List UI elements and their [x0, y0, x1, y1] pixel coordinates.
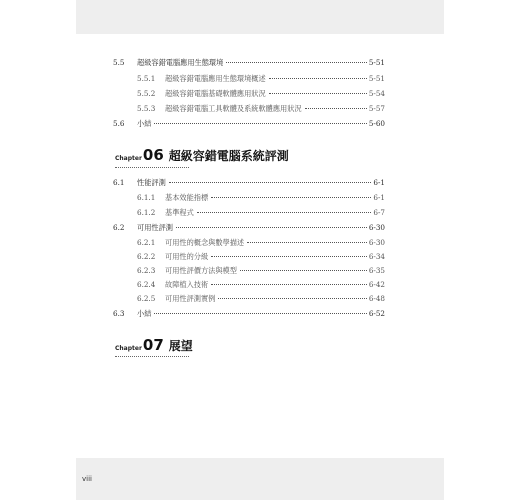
chapter-underline — [115, 356, 189, 357]
dot-leader — [169, 173, 372, 183]
toc-entry — [137, 101, 385, 113]
toc-entry — [137, 205, 385, 217]
section-title: 可用性的概念與數學描述 — [165, 238, 245, 247]
dot-leader — [247, 233, 367, 243]
section-number: 5.5.3 — [137, 104, 156, 113]
page-ref: 6-34 — [368, 252, 385, 261]
section-number: 6.2.5 — [137, 294, 156, 303]
toc-entry — [137, 86, 385, 98]
section-number: 5.5.2 — [137, 89, 156, 98]
section-title: 基準程式 — [165, 208, 194, 217]
section-title: 超級容錯電腦應用生態環境 — [137, 58, 224, 67]
section-title: 超級容錯電腦基礎軟體應用狀況 — [165, 89, 266, 98]
section-number: 5.5 — [113, 58, 125, 67]
section-number: 6.1.2 — [137, 208, 156, 217]
toc-entry — [137, 277, 385, 289]
top-margin-band — [76, 0, 444, 34]
page-ref: 5-60 — [368, 119, 385, 128]
section-title: 故障植入技術 — [165, 280, 209, 289]
toc-entry — [113, 55, 385, 67]
dot-leader — [154, 114, 366, 124]
dot-leader — [197, 203, 372, 213]
section-number: 6.2 — [113, 223, 125, 232]
chapter-number: 07 — [142, 336, 164, 354]
page-ref: 6-7 — [373, 208, 385, 217]
dot-leader — [211, 275, 367, 285]
section-title: 可用性評測 — [137, 223, 173, 232]
dot-leader — [218, 289, 367, 299]
toc-entry — [113, 306, 385, 318]
section-number: 6.2.3 — [137, 266, 156, 275]
section-number: 5.6 — [113, 119, 125, 128]
dot-leader — [240, 261, 367, 271]
section-title: 可用性評測實例 — [165, 294, 216, 303]
section-title: 超級容錯電腦工具軟體及系統軟體應用狀況 — [165, 104, 302, 113]
toc-entry — [113, 175, 385, 187]
chapter-number: 06 — [142, 146, 164, 164]
book-page — [76, 0, 444, 500]
section-number: 6.2.4 — [137, 280, 156, 289]
bottom-margin-band — [76, 458, 444, 500]
section-title: 可用性的分級 — [165, 252, 209, 261]
chapter-word: Chapter — [115, 155, 142, 162]
chapter-word: Chapter — [115, 345, 142, 352]
dot-leader — [269, 69, 367, 79]
page-ref: 5-51 — [368, 74, 385, 83]
section-title: 性能評測 — [137, 178, 166, 187]
section-title: 小結 — [137, 309, 152, 318]
dot-leader — [211, 247, 367, 257]
page-number: viii — [82, 475, 92, 483]
chapter-underline — [115, 167, 189, 168]
dot-leader — [154, 304, 366, 314]
page-ref: 6-42 — [368, 280, 385, 289]
toc-entry — [137, 291, 385, 303]
toc-entry — [113, 116, 385, 128]
section-title: 超級容錯電腦應用生態環境概述 — [165, 74, 266, 83]
dot-leader — [211, 188, 371, 198]
page-ref: 6-1 — [373, 178, 385, 187]
toc-entry — [137, 249, 385, 261]
section-number: 6.2.1 — [137, 238, 156, 247]
page-ref: 6-30 — [368, 238, 385, 247]
page-ref: 6-1 — [373, 193, 385, 202]
toc-entry — [113, 220, 385, 232]
page-ref: 6-52 — [368, 309, 385, 318]
dot-leader — [269, 84, 367, 94]
section-title: 可用性評價方法與模型 — [165, 266, 237, 275]
section-number: 5.5.1 — [137, 74, 156, 83]
page-ref: 6-48 — [368, 294, 385, 303]
section-title: 基本效能指標 — [165, 193, 209, 202]
page-ref: 6-35 — [368, 266, 385, 275]
toc-entry — [137, 71, 385, 83]
toc-entry — [137, 190, 385, 202]
page-ref: 5-57 — [368, 104, 385, 113]
section-number: 6.2.2 — [137, 252, 156, 261]
page-ref: 6-30 — [368, 223, 385, 232]
page-ref: 5-54 — [368, 89, 385, 98]
section-number: 6.1.1 — [137, 193, 156, 202]
section-title: 小結 — [137, 119, 152, 128]
toc-entry — [137, 263, 385, 275]
toc-entry — [137, 235, 385, 247]
section-number: 6.3 — [113, 309, 125, 318]
chapter-title: 展望 — [168, 339, 193, 353]
dot-leader — [305, 99, 367, 109]
page-ref: 5-51 — [368, 58, 385, 67]
dot-leader — [176, 218, 367, 228]
chapter-title: 超級容錯電腦系統評測 — [168, 149, 289, 163]
dot-leader — [226, 53, 367, 63]
section-number: 6.1 — [113, 178, 125, 187]
